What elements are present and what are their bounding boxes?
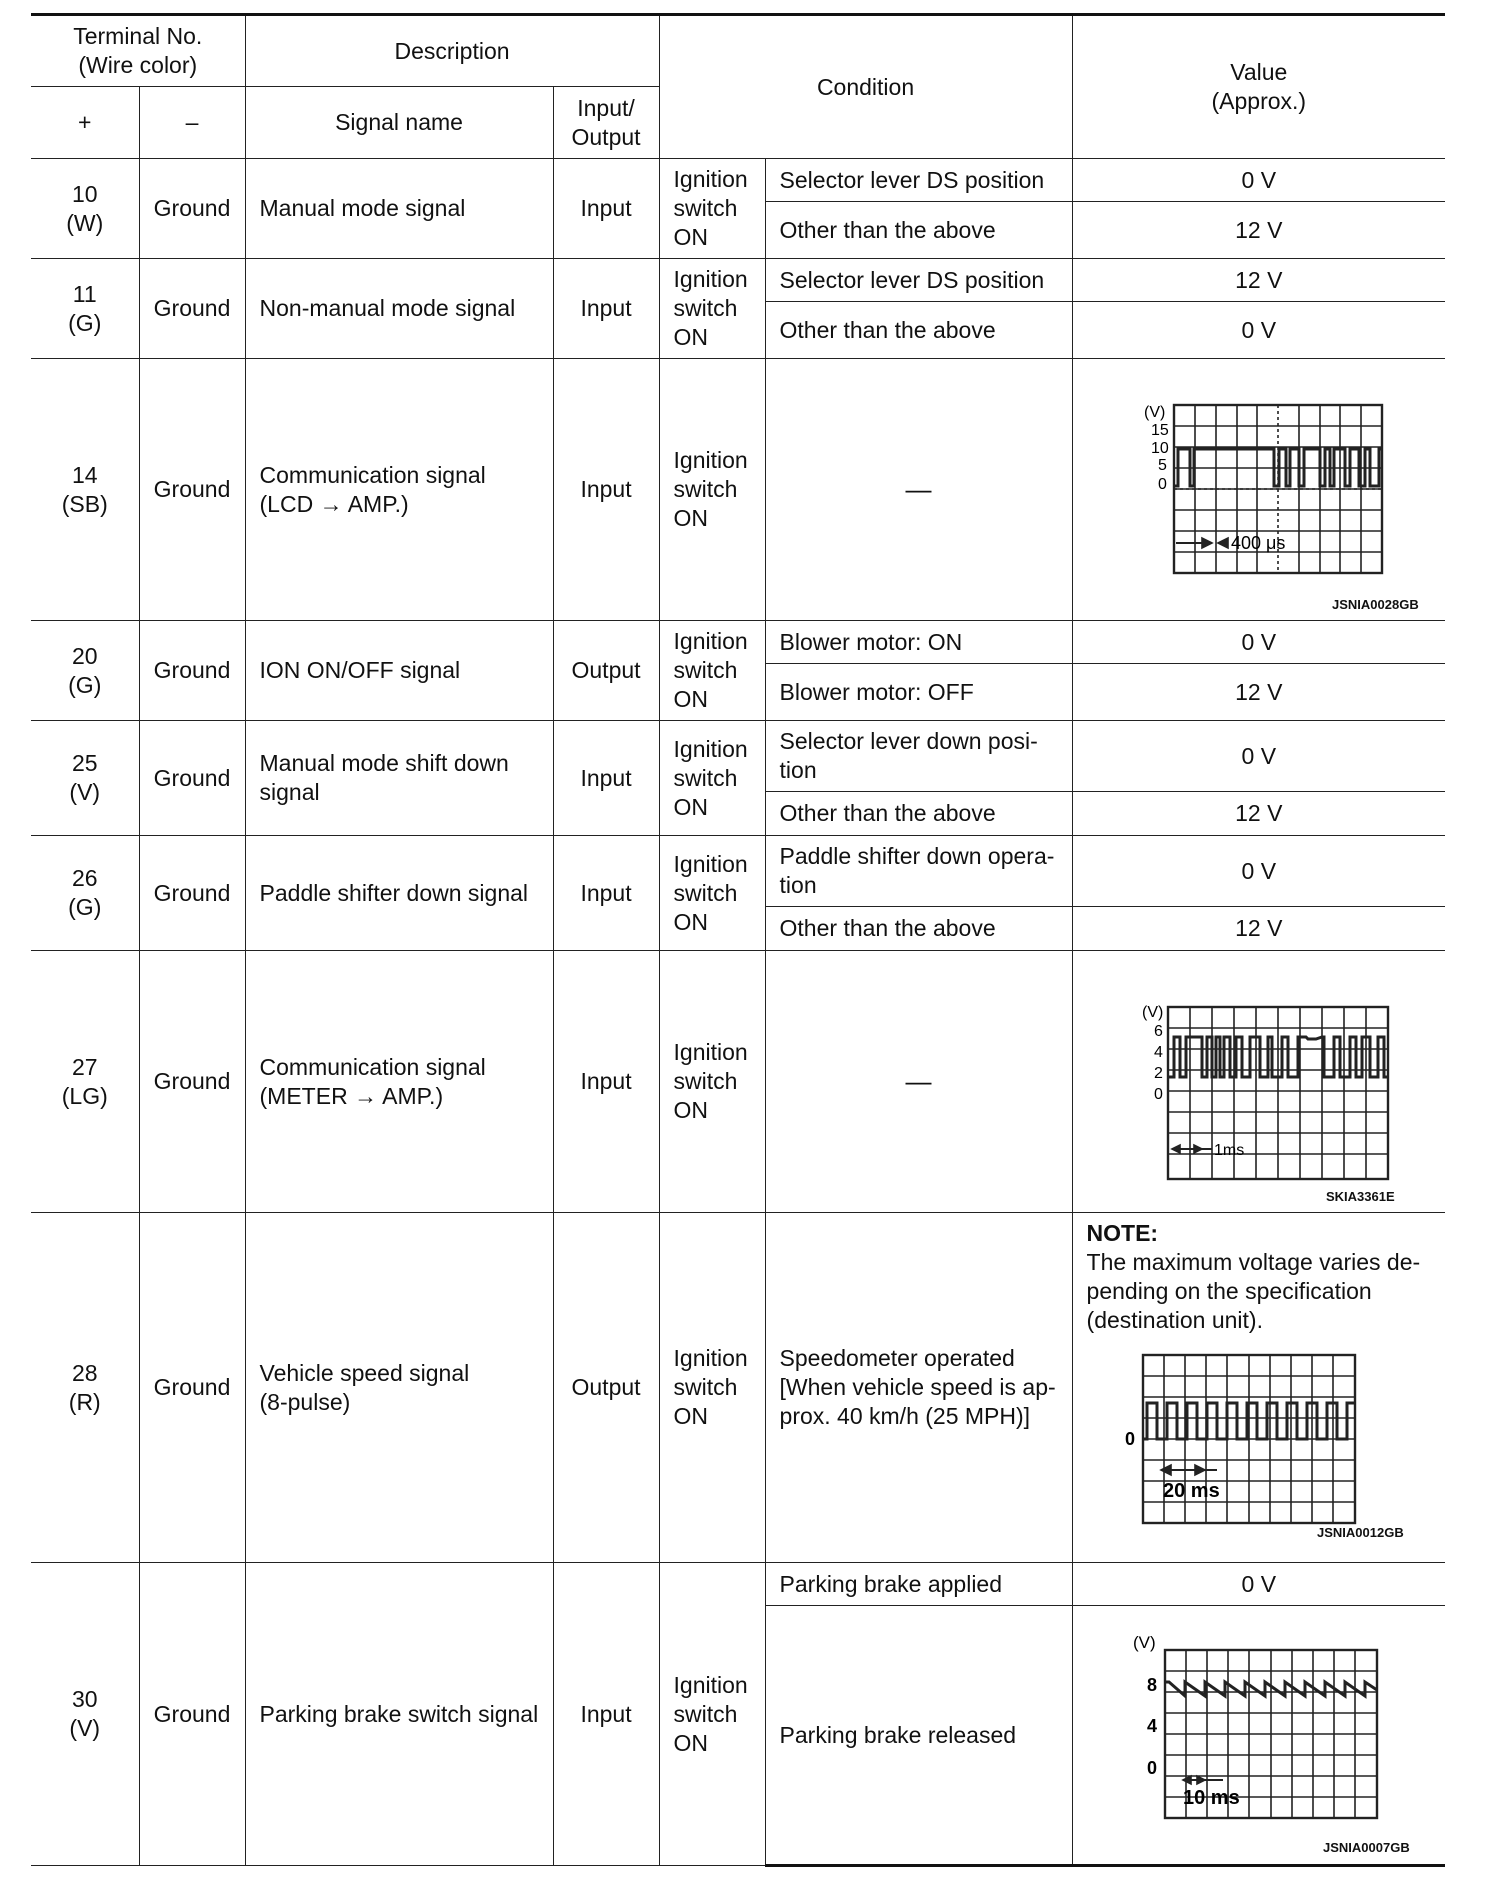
figure-code: JSNIA0007GB [1322, 1840, 1410, 1855]
signal-name: Non-manual mode signal [245, 259, 553, 359]
table-row [31, 259, 1445, 302]
condition: Parking brake applied [765, 1563, 1072, 1606]
table-row [31, 1213, 1445, 1563]
io-type: Output [553, 1213, 659, 1563]
io-type: Output [553, 621, 659, 721]
terminal-number: 28 (R) [31, 1213, 139, 1563]
waveform-cell [1072, 951, 1445, 1213]
signal-name: Communication signal (LCD → AMP.) [245, 359, 553, 621]
figure-code: JSNIA0012GB [1316, 1525, 1404, 1540]
header-value: Value (Approx.) [1072, 15, 1445, 159]
signal-name: Communication signal (METER → AMP.) [245, 951, 553, 1213]
header-description: Description [245, 15, 659, 87]
terminal-number: 10 (W) [31, 159, 139, 259]
condition: Other than the above [765, 907, 1072, 951]
figure-code: JSNIA0028GB [1331, 596, 1419, 612]
wave-time-scale: 1ms [1213, 1141, 1245, 1159]
signal-name: Parking brake switch signal [245, 1563, 553, 1866]
value: 0 V [1072, 721, 1445, 792]
note [1087, 1219, 1432, 1335]
io-type: Input [553, 836, 659, 951]
ignition-condition: Ignition switch ON [659, 836, 765, 951]
wave-tick: 10 [1150, 439, 1169, 457]
ignition-condition: Ignition switch ON [659, 721, 765, 836]
note-text: pending on the specification [1086, 1278, 1372, 1304]
signal-name: ION ON/OFF signal [245, 621, 553, 721]
waveform-cell [1072, 359, 1445, 621]
table-row [31, 836, 1445, 907]
wave-time-scale: 10 ms [1182, 1787, 1240, 1809]
ground-terminal: Ground [139, 621, 245, 721]
wave-unit: (V) [1132, 1633, 1156, 1652]
io-type: Input [553, 359, 659, 621]
ground-terminal: Ground [139, 1213, 245, 1563]
wave-zero-tick: 0 [1124, 1429, 1135, 1449]
value: 12 V [1072, 664, 1445, 721]
io-type: Input [553, 1563, 659, 1866]
io-type: Input [553, 259, 659, 359]
figure-code: SKIA3361E [1325, 1188, 1395, 1204]
condition: Other than the above [765, 302, 1072, 359]
note-title: NOTE: [1086, 1220, 1159, 1246]
waveform-parking-brake [1089, 1610, 1429, 1860]
wave-tick: 0 [1146, 1758, 1157, 1778]
ground-terminal: Ground [139, 259, 245, 359]
header-terminal: Terminal No. (Wire color) [31, 15, 245, 87]
terminal-number: 27 (LG) [31, 951, 139, 1213]
ignition-condition: Ignition switch ON [659, 1213, 765, 1563]
signal-name: Paddle shifter down signal [245, 836, 553, 951]
condition: Parking brake released [765, 1606, 1072, 1866]
ground-terminal: Ground [139, 1563, 245, 1866]
terminal-number: 25 (V) [31, 721, 139, 836]
table-row [31, 1563, 1445, 1606]
ignition-condition: Ignition switch ON [659, 1563, 765, 1866]
condition: Other than the above [765, 792, 1072, 836]
ignition-condition: Ignition switch ON [659, 359, 765, 621]
io-type: Input [553, 721, 659, 836]
waveform-cell [1072, 1606, 1445, 1866]
signal-name: Manual mode signal [245, 159, 553, 259]
note-text: (destination unit). [1086, 1307, 1263, 1333]
value: 12 V [1072, 792, 1445, 836]
wave-tick: 0 [1153, 1085, 1163, 1103]
wave-tick: 8 [1146, 1675, 1157, 1695]
ground-terminal: Ground [139, 159, 245, 259]
value: 0 V [1072, 621, 1445, 664]
header-minus: – [139, 87, 245, 159]
io-type: Input [553, 951, 659, 1213]
waveform-vehicle-speed [1087, 1335, 1427, 1545]
value: 12 V [1072, 202, 1445, 259]
wave-tick: 2 [1153, 1064, 1163, 1082]
ground-terminal: Ground [139, 359, 245, 621]
header-signal-name: Signal name [245, 87, 553, 159]
note-text: The maximum voltage varies de- [1086, 1249, 1421, 1275]
ground-terminal: Ground [139, 836, 245, 951]
table-row [31, 721, 1445, 792]
wave-unit: (V) [1141, 1003, 1164, 1021]
value: 12 V [1072, 907, 1445, 951]
signal-name: Manual mode shift down signal [245, 721, 553, 836]
condition-dash: — [765, 359, 1072, 621]
wave-unit: (V) [1143, 403, 1166, 421]
wave-time-scale: 400 μs [1230, 532, 1286, 553]
wave-tick: 4 [1146, 1716, 1157, 1736]
waveform-meter-amp [1094, 957, 1424, 1207]
table-row [31, 951, 1445, 1213]
header-condition: Condition [659, 15, 1072, 159]
io-type: Input [553, 159, 659, 259]
header-plus: + [31, 87, 139, 159]
wave-tick: 5 [1157, 456, 1167, 474]
terminal-number: 14 (SB) [31, 359, 139, 621]
waveform-cell [1072, 1213, 1445, 1563]
condition: Selector lever DS position [765, 159, 1072, 202]
wave-tick: 15 [1150, 421, 1169, 439]
condition-dash: — [765, 951, 1072, 1213]
wave-time-scale: 20 ms [1162, 1480, 1220, 1502]
terminal-number: 11 (G) [31, 259, 139, 359]
table-row [31, 621, 1445, 664]
ignition-condition: Ignition switch ON [659, 259, 765, 359]
value: 0 V [1072, 836, 1445, 907]
ground-terminal: Ground [139, 951, 245, 1213]
terminal-number: 20 (G) [31, 621, 139, 721]
ignition-condition: Ignition switch ON [659, 951, 765, 1213]
terminal-number: 30 (V) [31, 1563, 139, 1866]
condition: Selector lever DS position [765, 259, 1072, 302]
condition: Paddle shifter down opera- tion [765, 836, 1072, 907]
value: 0 V [1072, 159, 1445, 202]
table-row [31, 159, 1445, 202]
wave-tick: 6 [1153, 1022, 1163, 1040]
condition: Speedometer operated [When vehicle speed is ap- prox. 40 km/h (25 MPH)] [765, 1213, 1072, 1563]
header-io: Input/ Output [553, 87, 659, 159]
condition: Other than the above [765, 202, 1072, 259]
ignition-condition: Ignition switch ON [659, 621, 765, 721]
value: 0 V [1072, 1563, 1445, 1606]
signal-name: Vehicle speed signal (8-pulse) [245, 1213, 553, 1563]
wave-tick: 4 [1153, 1043, 1163, 1061]
condition: Selector lever down posi- tion [765, 721, 1072, 792]
ignition-condition: Ignition switch ON [659, 159, 765, 259]
wave-tick: 0 [1157, 475, 1167, 493]
value: 0 V [1072, 302, 1445, 359]
value: 12 V [1072, 259, 1445, 302]
condition: Blower motor: ON [765, 621, 1072, 664]
table-row [31, 359, 1445, 621]
terminal-number: 26 (G) [31, 836, 139, 951]
waveform-lcd-amp [1094, 365, 1424, 615]
terminal-spec-table [31, 13, 1445, 1867]
ground-terminal: Ground [139, 721, 245, 836]
condition: Blower motor: OFF [765, 664, 1072, 721]
